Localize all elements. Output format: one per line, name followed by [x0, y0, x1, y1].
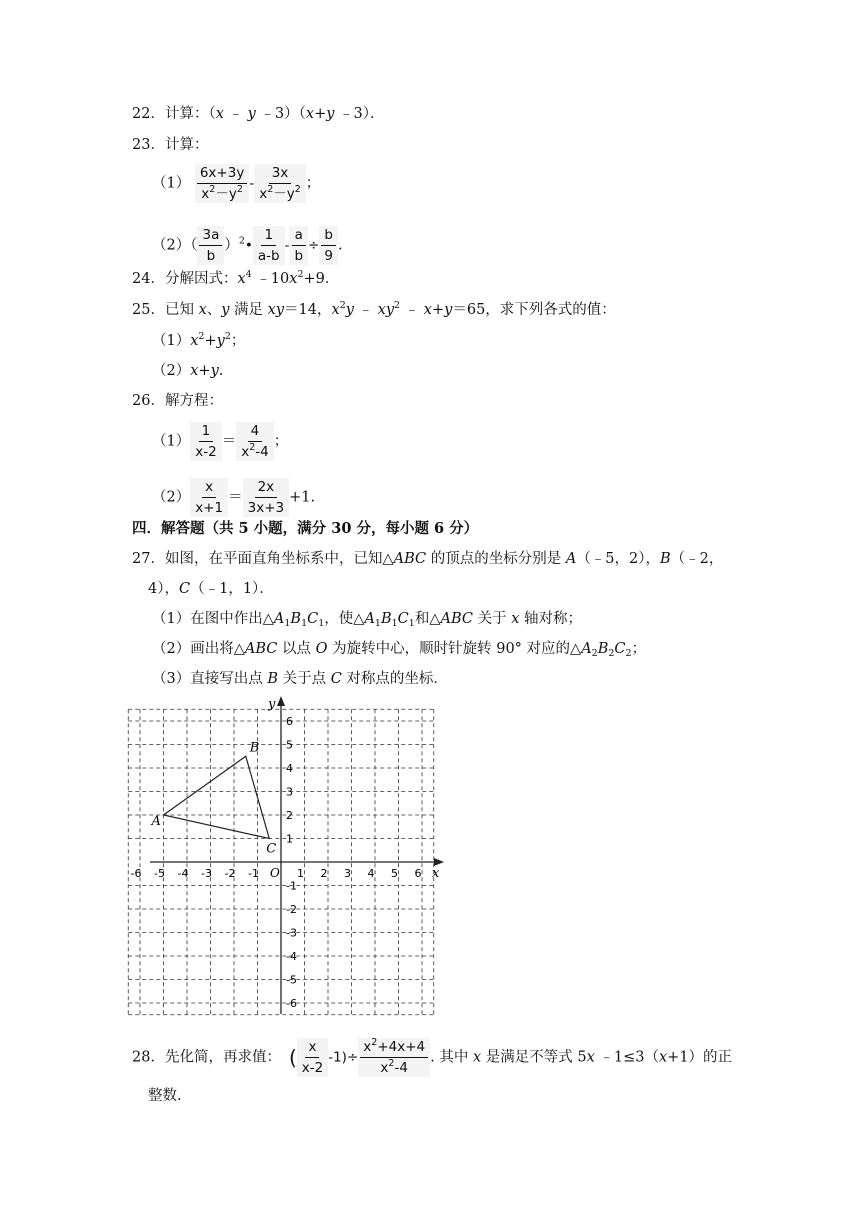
question-27-part-1: （1）在图中作出$\triangle A_1B_1C_1$，使$\triangle A_1B_1C_1$和△ABC 关于 x 轴对称； — [152, 611, 582, 629]
fraction: $\frac{x^2+4x+4}{x^2-4}$ — [358, 1038, 430, 1077]
x-axis-label: x — [432, 866, 440, 881]
x-tick-label: 3 — [344, 867, 351, 880]
question-28: 28．先化简，再求值： ( $\frac{x}{x-2}$ -1)÷ $\frac{x^2+4x+4}{x^2-4}$ . 其中 x 是满足不等式 5x ﹣1≤3（x+1）的正 — [132, 1037, 733, 1076]
fraction: $\frac{a}{b}$ — [289, 226, 308, 265]
y-tick-label: -2 — [286, 903, 297, 916]
origin-label: O — [270, 866, 280, 880]
x-tick-label: 1 — [297, 867, 304, 880]
question-26-part-2: （2） $\frac{x}{x+1}$ ＝ $\frac{2x}{3x+3}$ +1. — [152, 479, 316, 516]
fraction: $\frac{3a}{b}$ — [197, 226, 224, 265]
vertex-label-c: C — [266, 841, 277, 857]
question-23: 23．计算： — [132, 137, 209, 153]
fraction: $\frac{x}{x+1}$ — [190, 478, 228, 517]
vertex-label-b: B — [249, 740, 260, 756]
question-28-line-2: 整数. — [148, 1088, 182, 1104]
question-25-part-1: $(1)x^2+y^2$； — [152, 331, 246, 349]
fraction: $\frac{1}{x-2}$ — [190, 422, 221, 461]
x-axis-arrow — [434, 858, 444, 866]
fraction: $\frac{6x+3y}{x^2-y^2}$ — [195, 164, 249, 203]
y-tick-label: -1 — [286, 879, 297, 893]
question-25-part-2: （2）x+y. — [152, 363, 224, 379]
y-tick-label: 5 — [286, 738, 293, 752]
y-tick-label: -5 — [286, 973, 297, 987]
y-axis-arrow — [277, 696, 285, 706]
x-tick-label: 6 — [414, 867, 422, 880]
question-26: 26．解方程： — [132, 393, 223, 409]
fraction: $\frac{b}{9}$ — [319, 226, 338, 265]
coordinate-grid — [130, 692, 448, 1018]
section-heading: 四．解答题（共 5 小题，满分 30 分，每小题 6 分） — [132, 520, 479, 537]
x-tick-label: 4 — [367, 867, 375, 880]
x-tick-label: -6 — [130, 867, 142, 880]
question-24: 24．分解因式：$x^4$ $﹣10x^2+9$． — [132, 269, 340, 287]
y-tick-label: 3 — [286, 785, 293, 799]
question-27-line-2: 4），C（﹣1，1）． — [148, 581, 274, 597]
question-27-part-2: （2）画出将△ABC 以点 O 为旋转中心，顺时针旋转 90° 对应的$\triangle A_2B_2C_2$； — [152, 641, 647, 659]
triangle-abc — [164, 756, 270, 838]
y-tick-label: -4 — [286, 950, 297, 963]
y-axis-label: y — [268, 697, 276, 712]
x-tick-label: -5 — [154, 867, 165, 880]
y-tick-label: -6 — [286, 997, 297, 1010]
x-tick-label: 2 — [320, 867, 328, 880]
x-tick-label: -1 — [248, 867, 259, 880]
fraction: $\frac{1}{a-b}$ — [253, 226, 285, 265]
fraction: $\frac{4}{x^2-4}$ — [236, 422, 274, 461]
question-23-part-2: （2）（ $\frac{3a}{b}$ ）$^2$• $\frac{1}{a-b}$ - $\frac{a}{b}$ ÷ $\frac{b}{9}$ . — [152, 227, 343, 264]
fraction: $\frac{2x}{3x+3}$ — [243, 478, 289, 517]
fraction: $\frac{3x}{x^2-y^2}$ — [254, 164, 306, 203]
x-tick-label: -4 — [177, 867, 189, 880]
x-tick-label: 5 — [391, 867, 398, 880]
question-23-part-1: （1） $\frac{6x+3y}{x^2-y^2}$ - $\frac{3x}{x^2-y^2}$ ； — [152, 165, 321, 202]
x-tick-label: -2 — [224, 867, 236, 880]
y-tick-label: 4 — [286, 762, 293, 775]
question-26-part-1: （1） $\frac{1}{x-2}$ ＝ $\frac{4}{x^2-4}$ ； — [152, 423, 289, 460]
x-tick-label: -3 — [201, 867, 212, 880]
question-22: 22．计算：（x ﹣ y ﹣3）（x+y ﹣3）． — [132, 106, 385, 122]
question-25: 25．已知 x、y 满足 xy＝14，$x^2y$ ﹣ $xy^2$ ﹣ x+y＝65，求下列各式的值： — [132, 300, 616, 318]
vertex-label-a: A — [151, 814, 161, 829]
y-tick-label: 2 — [286, 809, 293, 822]
fraction: $\frac{x}{x-2}$ — [297, 1038, 328, 1077]
question-27-part-3: （3）直接写出点 B 关于点 C 对称点的坐标． — [152, 671, 448, 687]
y-tick-label: -3 — [286, 926, 297, 940]
question-27: 27．如图，在平面直角坐标系中，已知△ABC 的顶点的坐标分别是 A（﹣5，2），B（﹣2， — [132, 551, 724, 567]
y-tick-label: 1 — [286, 832, 293, 846]
y-tick-label: 6 — [286, 715, 293, 728]
